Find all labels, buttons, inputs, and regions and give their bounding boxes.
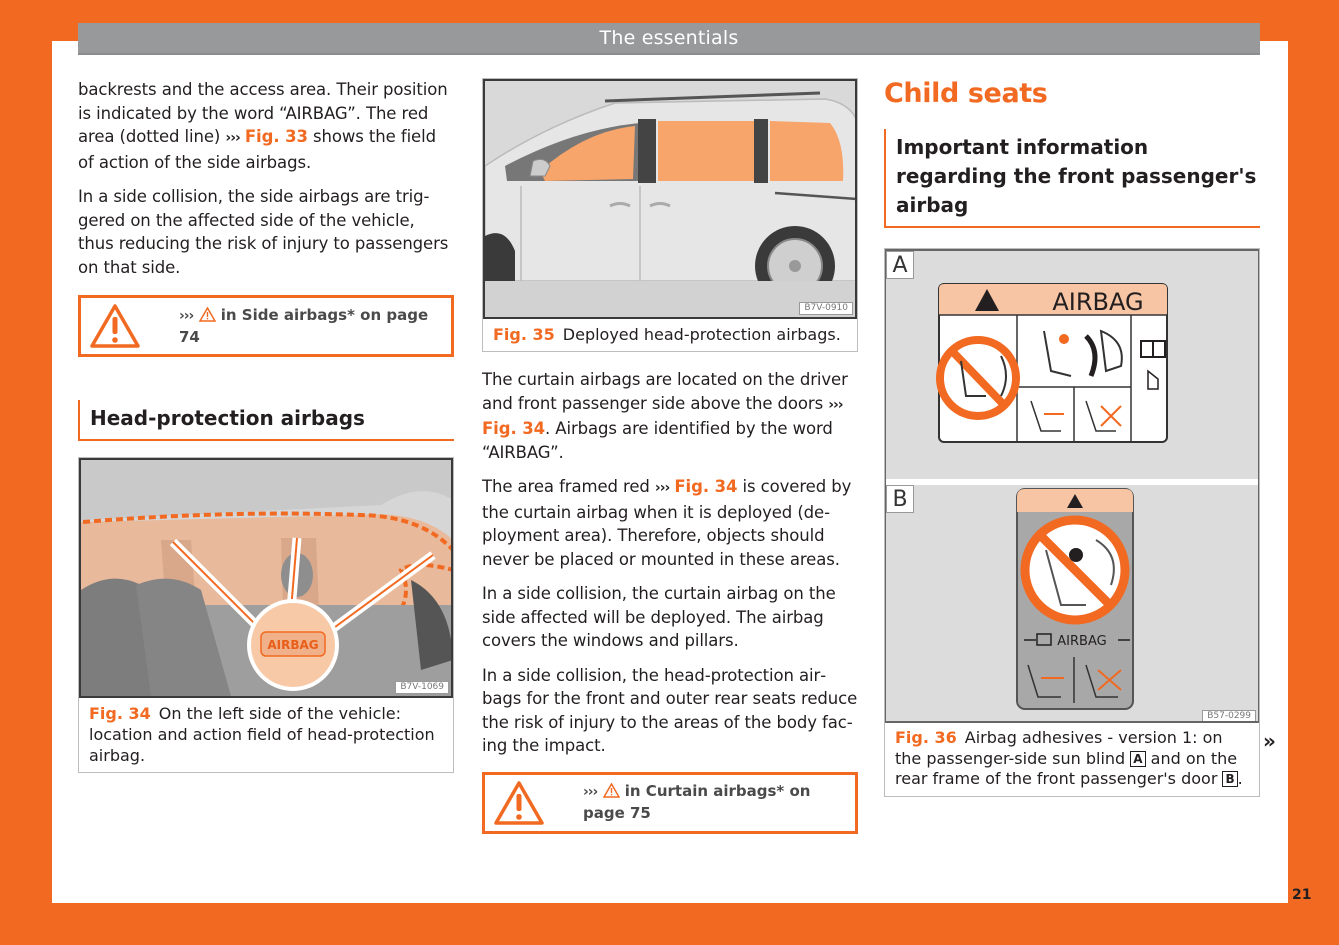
panel-label-a: A <box>886 251 914 279</box>
section-title: The essentials <box>599 27 739 49</box>
paragraph: In a side collision, the side airbags are triggered on the affected side of the vehicle, thus reducing the risk of injury to passengers on that side. <box>78 187 449 277</box>
figure-code: B57-0299 <box>1202 710 1256 723</box>
airbag-sticker-illustration <box>885 249 1259 723</box>
figure-link[interactable]: Fig. 34 <box>674 477 738 496</box>
xref-arrows: ››› <box>225 130 240 146</box>
chapter-title: Child seats <box>884 78 1048 109</box>
figure-35 <box>482 78 858 352</box>
section-heading: Important information regarding the front passenger's airbag <box>884 129 1260 228</box>
svg-text:AIRBAG: AIRBAG <box>267 638 319 652</box>
warning-triangle-icon <box>493 780 545 826</box>
deployed-airbags-diagram <box>485 81 857 317</box>
figure-caption: Fig. 35 Deployed head-protection airbags. <box>493 325 841 344</box>
panel-label-b: B <box>886 485 914 513</box>
warning-link[interactable]: ››› in Side airbags* on page 74 <box>179 305 429 346</box>
warning-link[interactable]: ››› in Curtain airbags* on page 75 <box>583 782 811 822</box>
panel-b <box>886 485 1258 723</box>
figure-code: B7V-0910 <box>799 302 853 315</box>
head-airbag-diagram <box>81 460 453 696</box>
warning-small-icon <box>603 783 620 798</box>
car-side-illustration <box>483 79 857 319</box>
column-1 <box>78 78 454 773</box>
label-box-a: A <box>1130 751 1145 767</box>
paragraph: The area framed red ››› Fig. 34 is covered by the curtain airbag when it is deployed (deployment area). Therefore, objects should never be placed or mounted in these areas. <box>482 477 852 569</box>
paragraph: backrests and the access area. Their position is indicated by the word “AIRBAG”. The red area (dotted line) ››› Fig. 33 shows the field of action of the side airbags. <box>78 80 448 172</box>
label-box-b: B <box>1222 771 1237 787</box>
sticker-a-icon <box>886 251 1259 479</box>
continued-marker: » <box>1263 729 1276 753</box>
page-number: 21 <box>1292 887 1312 903</box>
column-2 <box>482 78 858 834</box>
section-heading: Head-protection airbags <box>78 400 454 441</box>
figure-link[interactable]: Fig. 33 <box>244 127 308 146</box>
paragraph: In a side collision, the head-protection airbags for the front and outer rear seats reduce the risk of injury to the areas of the body facing the impact. <box>482 665 858 755</box>
svg-text:AIRBAG: AIRBAG <box>1052 288 1144 316</box>
figure-code: B7V-1069 <box>395 681 449 694</box>
column-3 <box>884 78 1260 797</box>
figure-caption: Fig. 34 On the left side of the vehicle: location and action field of head-protection airbag. <box>89 704 435 765</box>
section-header <box>78 23 1260 55</box>
warning-box <box>78 295 454 357</box>
sticker-b-icon <box>886 485 1259 723</box>
warning-small-icon <box>199 307 216 322</box>
warning-triangle-icon <box>89 303 141 349</box>
figure-34 <box>78 457 454 773</box>
figure-link[interactable]: Fig. 34 <box>482 419 546 438</box>
svg-text:AIRBAG: AIRBAG <box>1057 634 1107 649</box>
paragraph: The curtain airbags are located on the driver and front passenger side above the doors ››› Fig. 34. Airbags are identified by the word “AIRBAG”. <box>482 370 848 462</box>
paragraph: In a side collision, the curtain airbag on the side affected will be deployed. The airbag covers the windows and pillars. <box>482 584 836 650</box>
figure-36 <box>884 248 1260 797</box>
panel-a <box>886 251 1258 479</box>
interior-airbag-illustration <box>79 458 453 698</box>
figure-caption: Fig. 36 Airbag adhesives - version 1: on the passenger-side sun blind A and on the rear frame of the front passenger's door B . <box>895 728 1243 788</box>
warning-box <box>482 772 858 834</box>
